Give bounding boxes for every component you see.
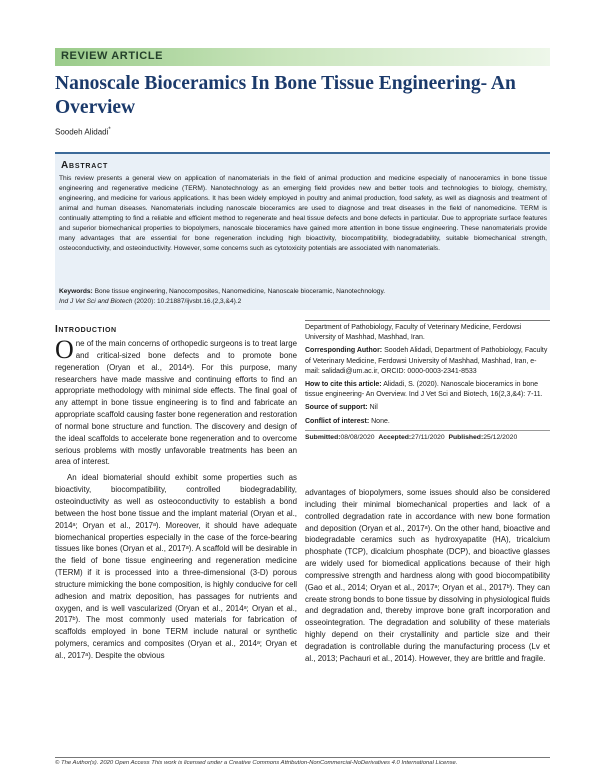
right-column [305,487,550,665]
conflict-of-interest-value: None. [371,417,390,425]
author-name: Soodeh Alidadi [55,127,109,137]
right-paragraph-1: advantages of biopolymers, some issues should also be considered including their minimal biomechanical properties and lack of a controlled degradation rate in accordance with new bone formation and deposition (Oryan et al., 2017ᵃ). On the other hand, bioactive and biodegradable ceramics such as hydroxyapatite (HA), tricalcium phosphate (TCP), dicalcium phosphate (DCP), and bioactive glasses are widely used for biomedical applications because of their high compressive strength and hardness along with good biocompatibility (Gao et al., 2014; Oryan et al., 2017ᵃ; Oryan et al., 2017ᵇ). They can create strong bonds to bone tissue by dissolving in physiological fluids and degradation and, thereby improve bone graft incorporation and osseointegration. The degradation and solubility of these materials highly depend on their crystallinity and particle size and their degradation is controllable during the manufacturing process (Lv et al., 2013; Pachauri et al., 2014). However, they are brittle and fragile. [305,488,550,663]
abstract-box [55,152,550,310]
abstract-text: This review presents a general view on application of nanomaterials in the field of animal production and medicine especially of nanoceramics in bone tissue engineering and regenerative medicine (TERM). Nanotechnology as an emerging field provides new and better tools and technologies to biology, chemistry, engineering, and medicine for various applications. It has been widely employed in poultry and animal production, food safety, as well as diagnosis and treatment of animal and human diseases. Nanomaterials including nanoscale bioceramics are used to diagnose and treat diseases in the field of nanomedicine. TERM is continually attempting to find a reliable and efficient method to regenerate and heal tissue defects and bone defects in particular. Due to appropriate surface features and superior biomechanical properties to biopolymers, nanoscale bioceramics have gained more attention in bone tissue engineering. These nanomaterials provide many advantages that are essential for bone regeneration including high bioactivity, biocompatibility, biodegradability, suitable biomechanical strength, osteoconductivity, and osteoinductivity. However, some concerns such as cytotoxicity potentials are associated with nanomaterials. [59,175,547,253]
intro-paragraph-1 [55,335,297,468]
keywords-text: Bone tissue engineering, Nanocomposites, Nanomedicine, Nanoscale bioceramic, Nanotechnology. [94,288,386,295]
how-to-cite-label: How to cite this article: [305,381,382,389]
submitted-date: 08/08/2020 [340,433,375,441]
conflict-of-interest-label: Conflict of interest: [305,417,370,425]
introduction-heading: Introduction [55,324,117,335]
keywords-line [59,288,385,295]
how-to-cite-text: Alidadi, S. (2020). Nanoscale bioceramics in bone tissue engineering- An Overview. Ind J Vet Sci and Biotech, 16(2,3,&4): 7-11. [305,381,543,399]
article-type-banner [55,48,550,66]
drop-cap: O [55,335,74,364]
left-column [55,335,297,662]
how-to-cite [305,380,550,400]
author-line [55,127,111,137]
source-of-support [305,403,550,413]
published-label: Published: [448,433,484,441]
journal-citation-line [59,298,241,305]
article-title: Nanoscale Bioceramics In Bone Tissue Engineering- An Overview [55,73,516,118]
article-dates [305,430,550,443]
keywords-label: Keywords: [59,288,93,295]
journal-doi: (2020): 10.21887/ijvsbt.16.(2,3,&4).2 [134,298,242,305]
published-date: 25/12/2020 [483,433,518,441]
footer-divider [55,757,550,758]
source-of-support-value: Nil [369,404,378,412]
conflict-of-interest [305,417,550,427]
corresponding-author [305,346,550,377]
accepted-date: 27/11/2020 [411,433,445,441]
submitted-label: Submitted: [305,433,341,441]
affiliation: Department of Pathobiology, Faculty of Veterinary Medicine, Ferdowsi University of Mashhad, Mashhad, Iran. [305,324,522,342]
source-of-support-label: Source of support: [305,404,368,412]
author-mark: * [108,127,111,133]
corresponding-author-label: Corresponding Author: [305,347,383,355]
intro-paragraph-1-text: ne of the main concerns of orthopedic surgeons is to treat large and critical-sized bone defects and to promote bone regeneration (Oryan et al., 2014ᵃ). For this purpose, many researchers have made massive and continuing efforts to find an appropriate methodology with minimal side effects. The final goal of any attempt in bone tissue engineering is to find and fabricate an appropriate scaffold causing faster bone regeneration and restoration of normal bone structure and function. The discovery and design of the ideal scaffolds to accelerate bone regeneration and to overcome serious problems with mostly unfavorable treatments has been an area of interest. [55,339,297,467]
journal-name: Ind J Vet Sci and Biotech [59,298,133,305]
article-type-label: REVIEW ARTICLE [61,50,164,62]
license-footer: © The Author(s). 2020 Open Access This work is licensed under a Creative Commons Attribution-NonCommercial-NoDerivatives 4.0 International License. [55,760,458,766]
intro-paragraph-2: An ideal biomaterial should exhibit some properties such as bioactivity, biocompatibility, controlled biodegradability, osteoinductivity as well as osteoconductivity to establish a bond between the host bone tissue and the implant material (Oryan et al., 2014ᵃ; Oryan et al., 2017ᵃ). Moreover, it should have adequate biomechanical properties especially in the case of the force-bearing tissues like bones (Oryan et al., 2017ᵃ). A scaffold will be desirable in the field of bone tissue engineering and regeneration medicine (TERM) if it is processed into a three-dimensional (3-D) porous structure mimicking the bone composition, is highly conducive for cell adhesion and matrix deposition, has passages for nutrients and oxygen, and is well vascularized (Oryan et al., 2014ᵃ; Oryan et al., 2017ᵇ). The most commonly used materials for fabrication of scaffolds employed in bone TERM include natural or synthetic polymers, ceramics and composites (Oryan et al., 2014ᵃ; Oryan et al., 2017ᵃ). Despite the obvious [55,473,297,660]
article-info-box [305,320,550,443]
accepted-label: Accepted: [378,433,412,441]
corresponding-author-text: Soodeh Alidadi, Department of Pathobiology, Faculty of Veterinary Medicine, Ferdowsi University of Mashhad, Mashhad, Iran, e-mail: salidadi@um.ac.ir, ORCID: 0000-0003-2341-8533 [305,347,548,375]
abstract-heading: Abstract [61,160,109,171]
